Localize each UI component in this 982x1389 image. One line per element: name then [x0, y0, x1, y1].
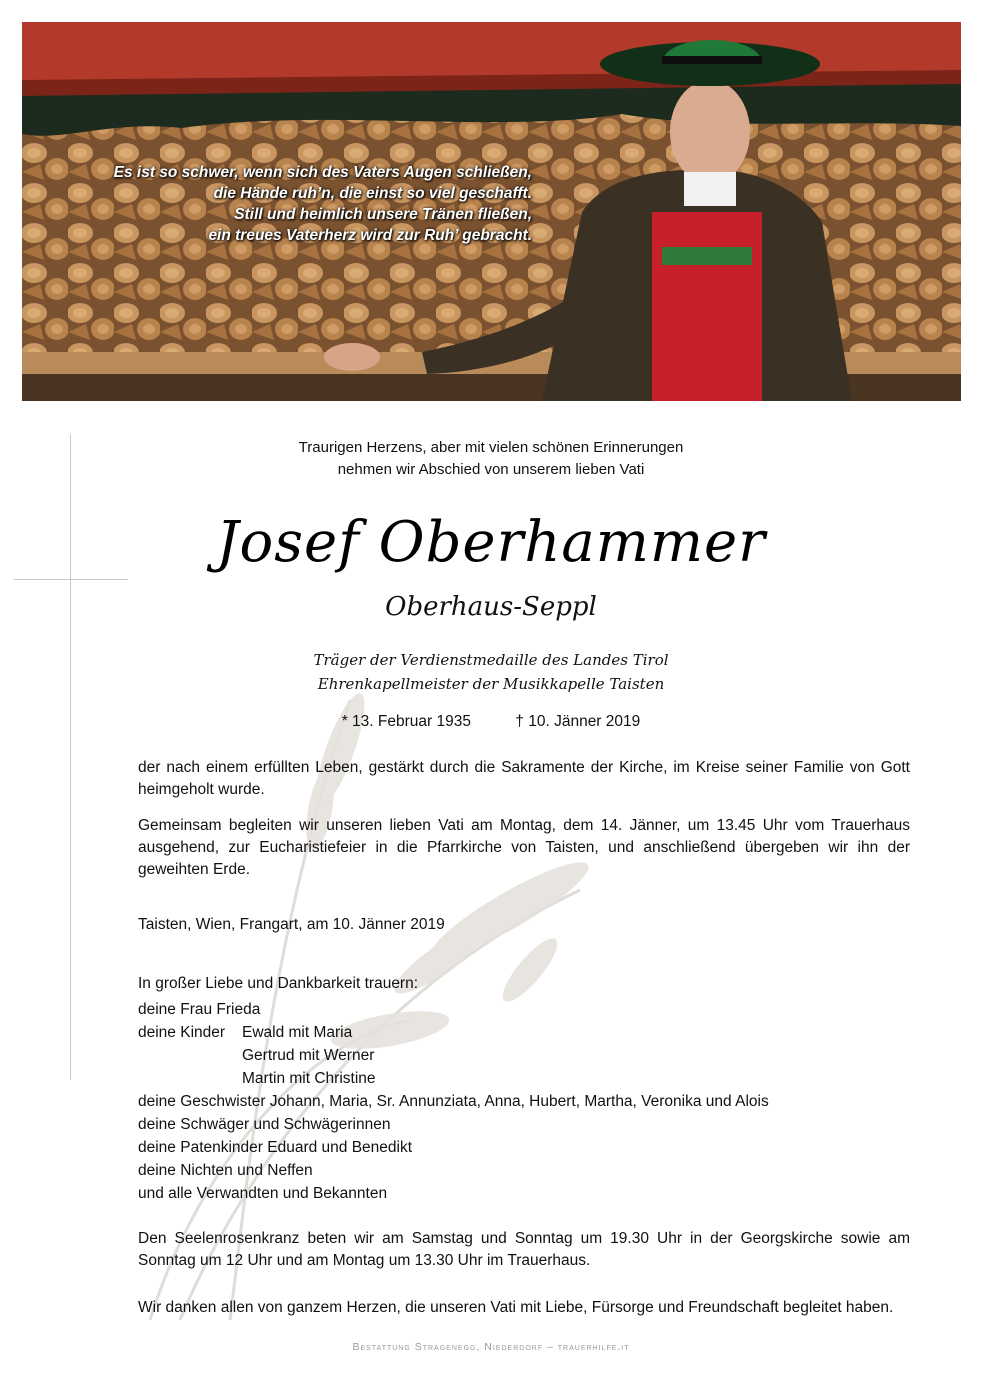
deceased-name: Josef Oberhammer — [216, 510, 766, 575]
place-date: Taisten, Wien, Frangart, am 10. Jänner 2019 — [138, 916, 445, 933]
mourner-relatives: und alle Verwandten und Bekannten — [138, 1185, 388, 1202]
honor-line: Träger der Verdienstmedaille des Landes Tirol — [313, 651, 669, 669]
honor-line: Ehrenkapellmeister der Musikkapelle Taisten — [317, 675, 665, 693]
mourners-list — [138, 998, 769, 1205]
thanks-text: Wir danken allen von ganzem Herzen, die unseren Vati mit Liebe, Fürsorge und Freundschaft begleitet haben. — [138, 1299, 894, 1316]
child-entry: Martin mit Christine — [242, 1070, 376, 1087]
mourner-godchildren: deine Patenkinder Eduard und Benedikt — [138, 1139, 413, 1156]
intro-line: nehmen wir Abschied von unserem lieben Vati — [337, 461, 645, 478]
mourner-siblings: deine Geschwister Johann, Maria, Sr. Annunziata, Anna, Hubert, Martha, Veronika und Alois — [138, 1093, 769, 1110]
children-label: deine Kinder — [138, 1024, 226, 1041]
life-dates — [0, 711, 982, 733]
deceased-nickname: Oberhaus-Seppl — [385, 592, 597, 622]
birth-date: * 13. Februar 1935 — [341, 713, 471, 730]
rosary-info: Den Seelenrosenkranz beten wir am Samstag und Sonntag um 19.30 Uhr in der Georgskirche sowie am Sonntag um 12 Uhr und am Montag um 13.30 Uhr im Trauerhaus. — [138, 1230, 910, 1269]
mourner-in-laws: deine Schwäger und Schwägerinnen — [138, 1116, 391, 1133]
child-entry: Gertrud mit Werner — [242, 1047, 375, 1064]
poem-line: ein treues Vaterherz wird zur Ruh’ gebracht. — [208, 227, 532, 244]
intro-line: Traurigen Herzens, aber mit vielen schönen Erinnerungen — [298, 439, 684, 456]
poem-line: Still und heimlich unsere Tränen fließen, — [234, 206, 532, 223]
death-date: † 10. Jänner 2019 — [515, 713, 641, 730]
footer-credit: Bestattung Stragenegg, Niederdorf – trauerhilfe.it — [352, 1341, 630, 1353]
mourner-wife: deine Frau Frieda — [138, 1001, 261, 1018]
poem-line: die Hände ruh’n, die einst so viel geschafft. — [213, 185, 532, 202]
mourner-children — [138, 1021, 769, 1090]
intro-text — [0, 437, 982, 481]
header-photo — [22, 22, 961, 401]
funeral-info: Gemeinsam begleiten wir unseren lieben Vati am Montag, dem 14. Jänner, um 13.45 Uhr vom Trauerhaus ausgehend, zur Eucharistiefeier in die Pfarrkirche von Taisten, und anschließend übergeben wir ihn der geweihten Erde. — [138, 817, 910, 878]
poem-line: Es ist so schwer, wenn sich des Vaters Augen schließen, — [113, 164, 532, 181]
cross-horizontal-line — [14, 579, 128, 580]
mourners-intro: In großer Liebe und Dankbarkeit trauern: — [138, 975, 419, 992]
death-note: der nach einem erfüllten Leben, gestärkt durch die Sakramente der Kirche, im Kreise seiner Familie von Gott heimgeholt wurde. — [138, 759, 910, 798]
mourner-nieces-nephews: deine Nichten und Neffen — [138, 1162, 313, 1179]
honors — [0, 648, 982, 696]
child-entry: Ewald mit Maria — [242, 1024, 353, 1041]
poem — [92, 162, 532, 246]
